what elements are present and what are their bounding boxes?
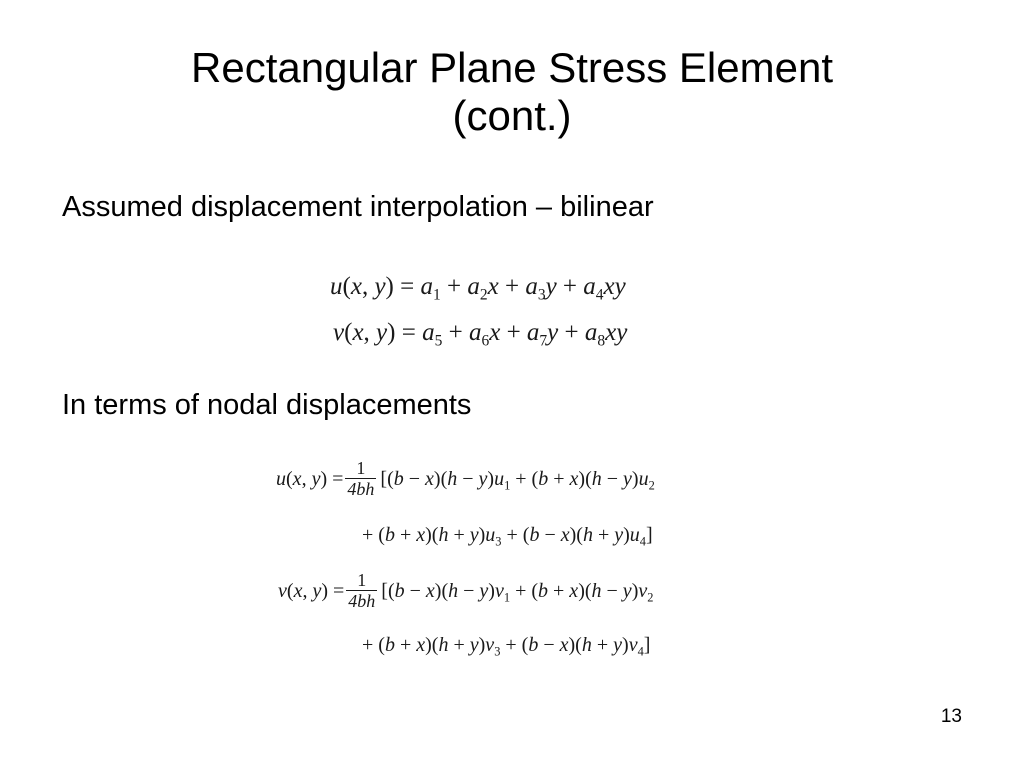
bullet-assumed-interpolation: Assumed displacement interpolation – bilinear bbox=[62, 191, 654, 223]
bullet-nodal-displacements: In terms of nodal displacements bbox=[62, 389, 472, 421]
equation-v-nodal-line-1: v(x, y) = $\frac{1}{4bh}$ [$(b - x)(h - y)v_1 + (b + x)(h - y)v_2$ bbox=[278, 570, 654, 611]
equation-u-nodal-line-1: u(x, y) = $\frac{1}{4bh}$ [$(b - x)(h - y)u_1 + (b + x)(h - y)u_2$ bbox=[276, 458, 655, 499]
equation-v-interpolation: v(x, $y) = a_5 + a_6x + a_7y + a_8xy$ bbox=[333, 319, 628, 350]
slide-title-line-2: (cont.) bbox=[452, 92, 572, 139]
page-number: 13 bbox=[940, 706, 962, 727]
equation-v-nodal-line-2: + $(b + x)(h + y)v_3 + (b - x)(h + y)v_4$] bbox=[362, 634, 651, 659]
equation-u-interpolation: u(x, $y) = a_1 + a_2x + a_3y + a_4xy$ bbox=[330, 273, 626, 304]
equation-u-nodal-line-2: + $(b + x)(h + y)u_3 + (b - x)(h + y)u_4$] bbox=[362, 524, 653, 549]
slide-title-line-1: Rectangular Plane Stress Element bbox=[191, 44, 833, 91]
fraction-one-over-4bh: $\frac{1}{4bh}$ bbox=[347, 458, 375, 499]
slide-title bbox=[0, 44, 1024, 140]
fraction-one-over-4bh: $\frac{1}{4bh}$ bbox=[348, 570, 376, 611]
